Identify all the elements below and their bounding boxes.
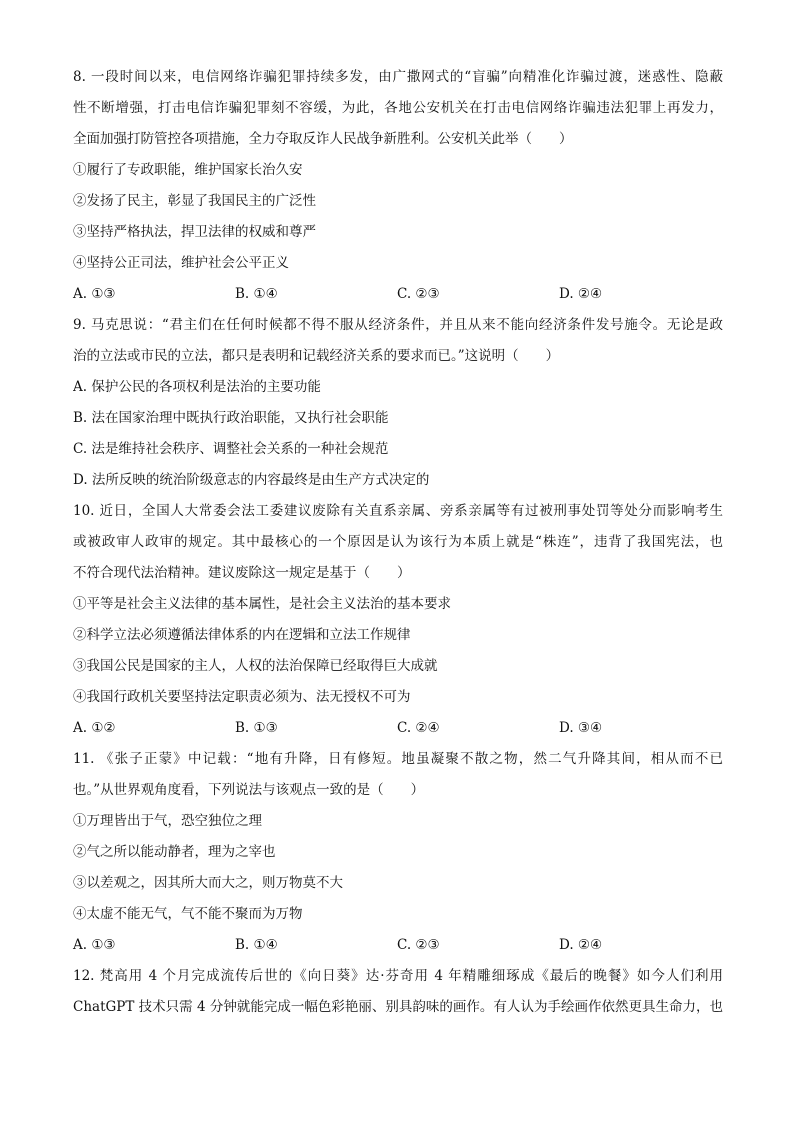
statement-item: ③坚持严格执法，捍卫法律的权威和尊严 (73, 224, 316, 240)
choice-d[interactable]: D. ②④ (559, 286, 603, 302)
statement-item: ②发扬了民主，彰显了我国民主的广泛性 (73, 193, 316, 209)
question-10 (73, 496, 723, 744)
choice-c[interactable]: C. ②③ (397, 937, 440, 953)
statement-item: ①平等是社会主义法律的基本属性，是社会主义法治的基本要求 (73, 596, 451, 612)
answer-choices (73, 713, 723, 744)
choice-option[interactable]: A. 保护公民的各项权利是法治的主要功能 (73, 379, 321, 395)
statement-item: ③以差观之，因其所大而大之，则万物莫不大 (73, 875, 343, 891)
choice-b[interactable]: B. ①④ (235, 286, 278, 302)
question-stem-line: ChatGPT 技术只需 4 分钟就能完成一幅色彩艳丽、别具韵味的画作。有人认为手绘画作依然更具生命力，也 (73, 999, 723, 1015)
question-stem-line: 11. 《张子正蒙》中记载：“地有升降，日有修短。地虽凝聚不散之物，然二气升降其间，相从而不已 (73, 751, 723, 767)
question-stem-line: 或被政审人政审的规定。其中最核心的一个原因是认为该行为本质上就是“株连”，违背了我国宪法，也 (73, 534, 723, 550)
question-stem-line: 也。”从世界观角度看，下列说法与该观点一致的是（ ） (73, 782, 425, 798)
question-stem-line: 10. 近日，全国人大常委会法工委建议废除有关直系亲属、旁系亲属等有过被刑事处罚等处分而影响考生 (73, 503, 723, 519)
choice-b[interactable]: B. ①③ (235, 720, 278, 736)
question-stem-line: 全面加强打防管控各项措施，全力夺取反诈人民战争新胜利。公安机关此举（ ） (73, 131, 573, 147)
choice-d[interactable]: D. ③④ (559, 720, 603, 736)
question-12 (73, 961, 723, 1023)
choice-option[interactable]: D. 法所反映的统治阶级意志的内容最终是由生产方式决定的 (73, 472, 430, 488)
choice-b[interactable]: B. ①④ (235, 937, 278, 953)
question-9 (73, 310, 723, 496)
question-stem-line: 9. 马克思说：“君主们在任何时候都不得不服从经济条件，并且从来不能向经济条件发号施令。无论是政 (73, 317, 723, 333)
statement-item: ②气之所以能动静者，理为之宰也 (73, 844, 276, 860)
exam-page (73, 62, 723, 1023)
choice-c[interactable]: C. ②③ (397, 286, 440, 302)
question-stem-line: 8. 一段时间以来，电信网络诈骗犯罪持续多发，由广撒网式的“盲骗”向精准化诈骗过渡，迷惑性、隐蔽 (73, 69, 723, 85)
answer-choices (73, 930, 723, 961)
statement-item: ④太虚不能无气，气不能不聚而为万物 (73, 906, 303, 922)
statement-item: ④坚持公正司法，维护社会公平正义 (73, 255, 289, 271)
choice-option[interactable]: C. 法是维持社会秩序、调整社会关系的一种社会规范 (73, 441, 389, 457)
statement-item: ①万理皆出于气，恐空独位之理 (73, 813, 262, 829)
answer-choices (73, 279, 723, 310)
question-stem-line: 性不断增强，打击电信诈骗犯罪刻不容缓，为此，各地公安机关在打击电信网络诈骗违法犯罪上再发力， (73, 100, 723, 116)
choice-a[interactable]: A. ①③ (73, 286, 116, 302)
choice-option[interactable]: B. 法在国家治理中既执行政治职能，又执行社会职能 (73, 410, 389, 426)
choice-a[interactable]: A. ①② (73, 720, 116, 736)
statement-item: ②科学立法必须遵循法律体系的内在逻辑和立法工作规律 (73, 627, 411, 643)
choice-a[interactable]: A. ①③ (73, 937, 116, 953)
question-11 (73, 744, 723, 961)
question-stem-line: 12. 梵高用 4 个月完成流传后世的《向日葵》达·芬奇用 4 年精雕细琢成《最后的晚餐》如今人们利用 (73, 968, 723, 984)
choice-d[interactable]: D. ②④ (559, 937, 603, 953)
question-stem-line: 不符合现代法治精神。建议废除这一规定是基于（ ） (73, 565, 411, 581)
question-stem-line: 治的立法或市民的立法，都只是表明和记载经济关系的要求而已。”这说明（ ） (73, 348, 560, 364)
question-8 (73, 62, 723, 310)
statement-item: ③我国公民是国家的主人，人权的法治保障已经取得巨大成就 (73, 658, 438, 674)
statement-item: ④我国行政机关要坚持法定职责必须为、法无授权不可为 (73, 689, 411, 705)
statement-item: ①履行了专政职能，维护国家长治久安 (73, 162, 303, 178)
choice-c[interactable]: C. ②④ (397, 720, 440, 736)
